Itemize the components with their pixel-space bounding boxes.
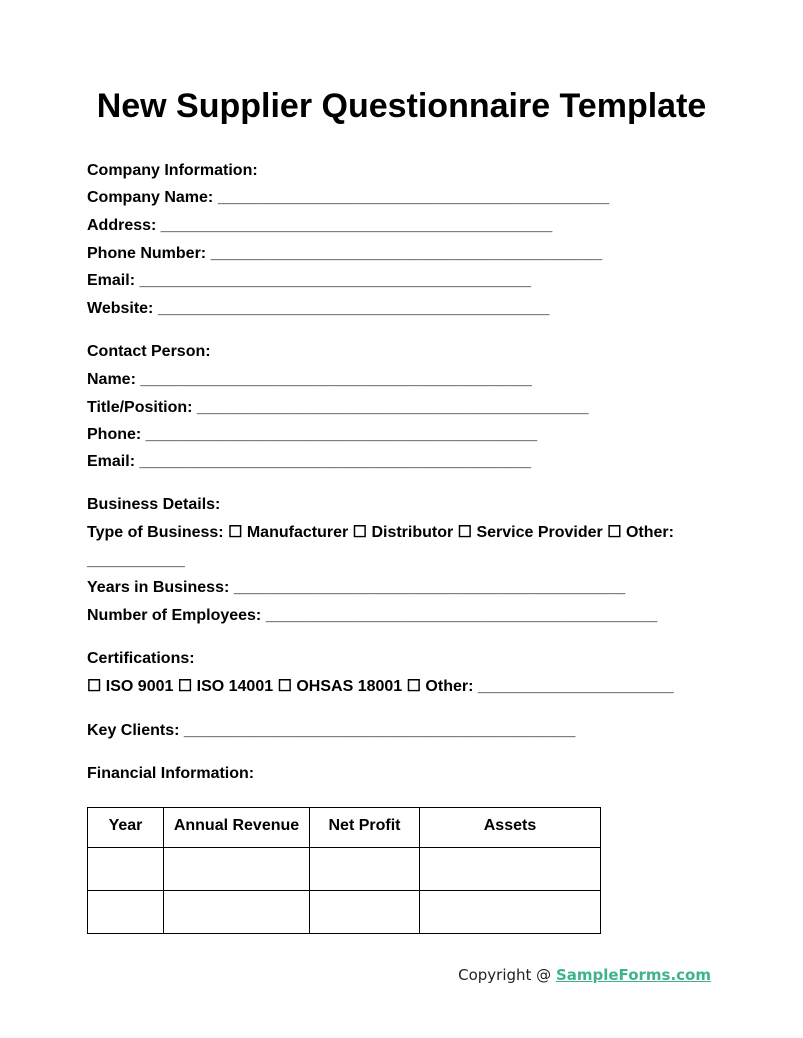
table-row <box>88 848 601 891</box>
contact-title-field[interactable]: Title/Position: ____________________________________________ <box>87 399 589 416</box>
table-cell[interactable] <box>88 848 164 891</box>
column-header-assets: Assets <box>420 808 601 848</box>
copyright-text: Copyright @ <box>458 966 556 984</box>
page-title: New Supplier Questionnaire Template <box>96 87 707 125</box>
certifications-heading: Certifications: <box>87 650 195 667</box>
years-in-business-field[interactable]: Years in Business: ____________________________________________ <box>87 579 626 596</box>
table-cell[interactable] <box>164 848 310 891</box>
sampleforms-link[interactable]: SampleForms.com <box>555 966 711 984</box>
copyright-notice <box>458 966 711 984</box>
certification-options[interactable]: ☐ ISO 9001 ☐ ISO 14001 ☐ OHSAS 18001 ☐ Other: ______________________ <box>87 678 674 695</box>
financial-table <box>87 807 601 934</box>
financial-info-heading: Financial Information: <box>87 765 255 782</box>
phone-number-field[interactable]: Phone Number: ____________________________________________ <box>87 245 603 262</box>
column-header-annual-revenue: Annual Revenue <box>164 808 310 848</box>
table-cell[interactable] <box>88 891 164 934</box>
website-field[interactable]: Website: ____________________________________________ <box>87 300 550 317</box>
table-cell[interactable] <box>420 891 601 934</box>
key-clients-field[interactable]: Key Clients: ____________________________________________ <box>87 722 576 739</box>
business-type-options[interactable]: Type of Business: ☐ Manufacturer ☐ Distributor ☐ Service Provider ☐ Other: <box>87 524 674 541</box>
table-row <box>88 891 601 934</box>
table-cell[interactable] <box>310 891 420 934</box>
contact-name-field[interactable]: Name: ____________________________________________ <box>87 371 532 388</box>
contact-phone-field[interactable]: Phone: ____________________________________________ <box>87 426 538 443</box>
employees-field[interactable]: Number of Employees: ____________________________________________ <box>87 607 658 624</box>
address-field[interactable]: Address: ____________________________________________ <box>87 217 553 234</box>
column-header-net-profit: Net Profit <box>310 808 420 848</box>
business-details-heading: Business Details: <box>87 496 221 513</box>
column-header-year: Year <box>88 808 164 848</box>
table-header-row <box>88 808 601 848</box>
table-cell[interactable] <box>164 891 310 934</box>
business-type-other-field[interactable]: ___________ <box>87 552 185 569</box>
contact-person-heading: Contact Person: <box>87 343 211 360</box>
company-email-field[interactable]: Email: ____________________________________________ <box>87 272 531 289</box>
contact-email-field[interactable]: Email: ____________________________________________ <box>87 453 531 470</box>
table-cell[interactable] <box>310 848 420 891</box>
company-info-heading: Company Information: <box>87 162 258 179</box>
company-name-field[interactable]: Company Name: ____________________________________________ <box>87 189 610 206</box>
table-cell[interactable] <box>420 848 601 891</box>
